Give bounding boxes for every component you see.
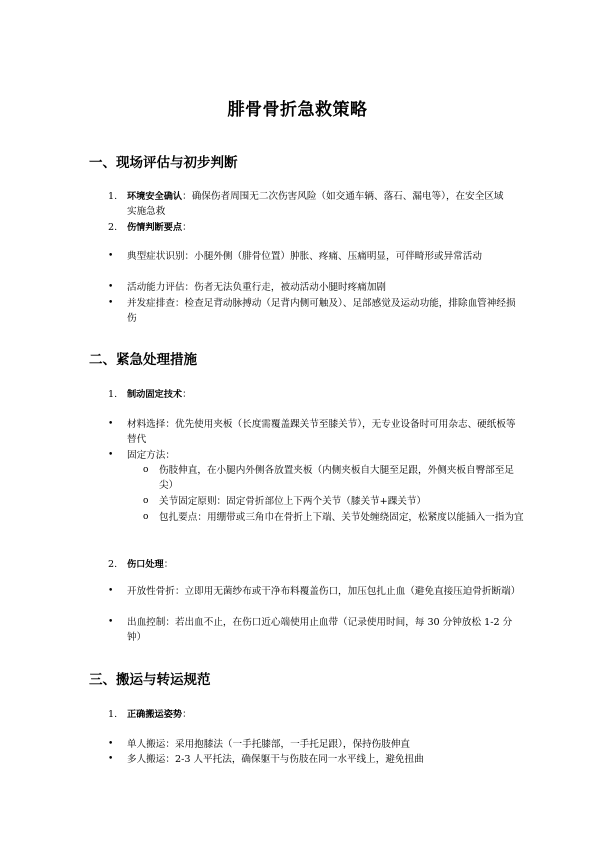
bullet-icon: • xyxy=(108,419,114,429)
list-item-text: 典型症状识别：小腿外侧（腓骨位置）肿胀、疼痛、压痛明显，可伴畸形或异常活动 xyxy=(127,251,482,262)
list-item-text: 材料选择：优先使用夹板（长度需覆盖踝关节至膝关节），无专业设备时可用杂志、硬纸板等替代 xyxy=(127,419,516,445)
bullet-icon: • xyxy=(108,450,114,460)
item-number: 2. xyxy=(108,222,118,233)
item-body: ： xyxy=(182,222,192,233)
section-heading-2: 二、紧急处理措施 xyxy=(89,352,197,368)
document-title: 腓骨骨折急救策略 xyxy=(227,100,368,120)
sub-list-item-text: 包扎要点：用绷带或三角巾在骨折上下端、关节处缠绕固定，松紧度以能插入一指为宜 xyxy=(159,512,524,523)
bullet-icon: • xyxy=(108,282,114,292)
item-body: ： xyxy=(182,389,192,400)
item-number: 1. xyxy=(108,389,118,400)
list-item-text: 多人搬运：2-3 人平托法，确保躯干与伤肢在同一水平线上，避免扭曲 xyxy=(127,754,424,765)
circle-bullet-icon: o xyxy=(143,512,149,522)
item-label: 伤情判断要点 xyxy=(127,222,183,233)
list-item-text: 单人搬运：采用抱膝法（一手托膝部，一手托足跟），保持伤肢伸直 xyxy=(127,739,411,750)
list-item-text: 出血控制：若出血不止，在伤口近心端使用止血带（记录使用时间，每 30 分钟放松 1-2 分钟） xyxy=(127,617,513,643)
item-body: ： xyxy=(182,709,192,720)
item-text xyxy=(127,220,507,235)
bullet-icon: • xyxy=(108,251,114,261)
bullet-icon: • xyxy=(108,298,114,308)
circle-bullet-icon: o xyxy=(143,496,149,506)
circle-bullet-icon: o xyxy=(143,465,149,475)
item-body: ：确保伤者周围无二次伤害风险（如交通车辆、落石、漏电等），在安全区域实施急救 xyxy=(127,191,504,217)
section-heading-3: 三、搬运与转运规范 xyxy=(89,672,211,688)
item-text xyxy=(127,707,507,722)
item-label: 正确搬运姿势 xyxy=(127,709,183,720)
list-item-text: 固定方法： xyxy=(127,450,175,461)
item-label: 环境安全确认 xyxy=(127,191,183,202)
item-text xyxy=(127,387,507,402)
sub-list-item-text: 伤肢伸直，在小腿内外侧各放置夹板（内侧夹板自大腿至足跟，外侧夹板自臀部至足尖） xyxy=(159,465,514,491)
bullet-icon: • xyxy=(108,739,114,749)
list-item-text: 开放性骨折：立即用无菌纱布或干净布料覆盖伤口，加压包扎止血（避免直接压迫骨折断端） xyxy=(127,586,521,597)
item-label: 伤口处理 xyxy=(127,559,164,570)
item-body: ： xyxy=(163,559,174,570)
item-number: 2. xyxy=(108,559,118,570)
bullet-icon: • xyxy=(108,617,114,627)
item-label: 制动固定技术 xyxy=(127,389,183,400)
bullet-icon: • xyxy=(108,586,114,596)
sub-list-item-text: 关节固定原则：固定骨折部位上下两个关节（膝关节+踝关节） xyxy=(159,496,427,507)
list-item-text: 活动能力评估：伤者无法负重行走，被动活动小腿时疼痛加剧 xyxy=(127,282,387,293)
section-heading-1: 一、现场评估与初步判断 xyxy=(89,155,238,171)
item-text xyxy=(127,557,507,572)
item-number: 1. xyxy=(108,191,118,202)
item-text xyxy=(127,189,507,219)
bullet-icon: • xyxy=(108,754,114,764)
item-number: 1. xyxy=(108,709,118,720)
list-item-text: 并发症排查：检查足背动脉搏动（足背内侧可触及）、足部感觉及运动功能，排除血管神经损伤 xyxy=(127,298,516,324)
